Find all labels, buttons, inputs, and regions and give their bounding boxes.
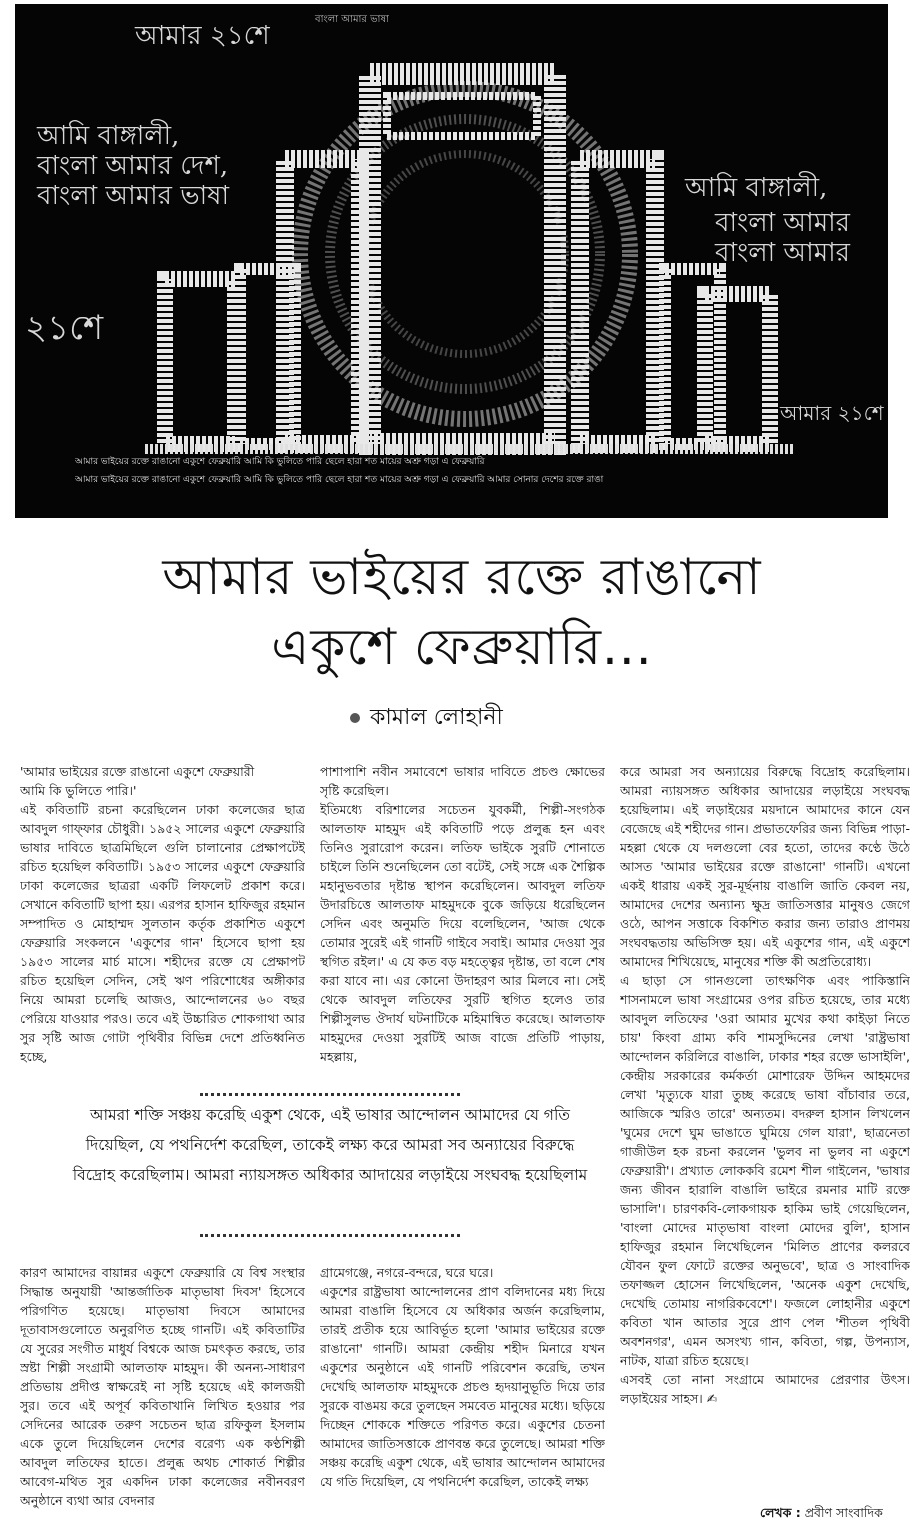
headline-line-2: একুশে ফেব্রুয়ারি... <box>271 618 653 676</box>
author-credit <box>760 1505 883 1525</box>
article-column-1: 'আমার ভাইয়ের রক্তে রাঙানো একুশে ফেব্রুয়ারী আমি কি ভুলিতে পারি।' এই কবিতাটি রচনা করেছিলেন ঢাকা কলেজের ছাত্র আবদুল গাফ্ফার চৌধুরী। ১৯৫২ সালের একুশে ফেব্রুয়ারি ভাষার দাবিতে ছাত্রমিছিলে গুলি চালানোর প্রেক্ষাপটেই রচিত হয়েছিল কবিতাটি। ১৯৫৩ সালের একুশে ফেব্রুয়ারি ঢাকা কলেজের ছাত্ররা একটি লিফলেট প্রকাশ করে। সেখানে কবিতাটি ছাপা হয়। এরপর হাসান হাফিজুর রহমান সম্পাদিত ও মোহাম্মদ সুলতান কর্তৃক প্রকাশিত একুশে ফেব্রুয়ারি সংকলনে 'একুশের গান' হিসেবে ছাপা হয় ১৯৫৩ সালের মার্চ মাসে। শহীদের রক্তে যে প্রেক্ষাপট রচিত হয়েছিল সেদিন, সেই ঋণ পরিশোধের অঙ্গীকার নিয়ে আমরা চলেছি আজও, আন্দোলনের ৬০ বছর পেরিয়ে যাওয়ার পরও। তবে এই উচ্চারিত শোকগাথা আর সুর সৃষ্টি আজ গোটা পৃথিবীর বিভিন্ন দেশে প্রতিধ্বনিত হচ্ছে, <box>20 764 305 1064</box>
hero-artwork <box>15 4 888 518</box>
hero-text-fragment: আমি বাঙ্গালী, <box>37 121 180 151</box>
headline-line-1: আমার ভাইয়ের রক্তে রাঙানো <box>162 548 762 606</box>
article-column-4: কারণ আমাদের বায়ান্নর একুশে ফেব্রুয়ারি যে বিশ্ব সংস্থার সিদ্ধান্ত অনুযায়ী 'আন্তর্জাতিক মাতৃভাষা দিবস' হিসেবে পরিগণিত হয়েছে। মাতৃভাষা দিবসে আমাদের দূতাবাসগুলোতে অনুরণিত হচ্ছে গানটি। এই কবিতাটির যে সুরের সংগীত মাধুর্য বিশ্বকে আজ চমৎকৃত করছে, তার স্রষ্টা শিল্পী সংগ্রামী আলতাফ মাহমুদ। কী অনন্য-সাধারণ প্রতিভায় প্রদীপ্ত স্বাক্ষরেই না সৃষ্টি হয়েছে এই কালজয়ী সুর। তবে এই অপূর্ব কবিতাখানি লিখিত হওয়ার পর সেদিনের আরেক তরুণ সচেতন ছাত্র রফিকুল ইসলাম একে তুলে দিয়েছিলেন দেশের বরেণ্য এক কণ্ঠশিল্পী আবদুল লতিফের হাতে। প্রলুব্ধ অথচ শোকার্ত শিল্পীর আবেগ-মথিত সুর একদিন ঢাকা কলেজের নবীনবরণ অনুষ্ঠানে ব্যথা আর বেদনার <box>20 1265 305 1508</box>
hero-text-fragment: বাংলা আমার দেশ, <box>37 151 229 181</box>
hero-text-fragment: বাংলা আমার ভাষা <box>37 181 230 211</box>
pullquote-top-rule <box>200 1093 460 1096</box>
byline-name: কামাল লোহানী <box>370 705 503 730</box>
bullet-icon <box>350 713 360 723</box>
hero-text-fragment: বাংলা আমার ভাষা <box>315 14 389 25</box>
hero-text-fragment: বাংলা আমার <box>715 238 850 268</box>
hero-text-strip: আমার ভাইয়ের রক্তে রাঙানো একুশে ফেব্রুয়ারি আমি কি ভুলিতে পারি ছেলে হারা শত মায়ের অশ্রু গড়া এ ফেব্রুয়ারি আমার সোনার দেশের রক্তে রাঙা <box>75 475 604 485</box>
author-description: প্রবীণ সাংবাদিক <box>804 1505 883 1520</box>
hero-text-fragment: আমার ২১শে <box>780 401 884 425</box>
article-column-5: গ্রামেগঞ্জে, নগরে-বন্দরে, ঘরে ঘরে। একুশের রাষ্ট্রভাষা আন্দোলনের প্রাণ বলিদানের মধ্য দিয়ে আমরা বাঙালি হিসেবে যে অধিকার অর্জন করেছিলাম, তারই প্রতীক হয়ে আবির্ভূত হলো 'আমার ভাইয়ের রক্তে রাঙানো' গানটি। আমরা কেন্দ্রীয় শহীদ মিনারে যখন একুশের অনুষ্ঠানে এই গানটি পরিবেশন করেছি, তখন দেখেছি আলতাফ মাহমুদকে প্রচণ্ড হৃদয়ানুভূতি দিয়ে তার সুরকে বাঙময় করে তুলছেন সমবেত মানুষের মধ্যে। ছড়িয়ে দিচ্ছেন শোককে শক্তিতে পরিণত করে। একুশের চেতনা আমাদের জাতিসত্তাকে প্রাণবন্ত করে তুলেছে। আমরা শক্তি সঞ্চয় করেছি একুশ থেকে, এই ভাষার আন্দোলন আমাদের যে গতি দিয়েছিল, যে পথনির্দেশ করেছিল, তাকেই লক্ষ্য <box>320 1265 605 1489</box>
byline <box>350 700 503 737</box>
pullquote: আমরা শক্তি সঞ্চয় করেছি একুশ থেকে, এই ভাষার আন্দোলন আমাদের যে গতি দিয়েছিল, যে পথনির্দেশ করেছিল, তাকেই লক্ষ্য করে আমরা সব অন্যায়ের বিরুদ্ধে বিদ্রোহ করেছিলাম। আমরা ন্যায়সঙ্গত অধিকার আদায়ের লড়াইয়ে সংঘবদ্ধ হয়েছিলাম <box>72 1106 588 1184</box>
hero-text-fragment: আমার ২১শে <box>135 21 270 51</box>
article-column-3: করে আমরা সব অন্যায়ের বিরুদ্ধে বিদ্রোহ করেছিলাম। আমরা ন্যায়সঙ্গত অধিকার আদায়ের লড়াইয়ে সংঘবদ্ধ হয়েছিলাম। এই লড়াইয়ের ময়দানে আমাদের কানে যেন বেজেছে এই শহীদের গান। প্রভাতফেরির জন্য বিভিন্ন পাড়া-মহল্লা থেকে যে দলগুলো বের হতো, তাদের কণ্ঠে উঠে আসত 'আমার ভাইয়ের রক্তে রাঙানো' গানটি। এখনো একই ধারায় একই সুর-মূর্ছনায় বাঙালি জাতি কেবল নয়, আমাদের দেশের অন্যান্য ক্ষুদ্র জাতিসত্তার মানুষও জেগে ওঠে, আপন সত্তাকে বিকশিত করার জন্য তারাও প্রাণময় সংঘবদ্ধতায় অভিসিক্ত হয়। এই একুশের গান, এই একুশে আমাদের শিখিয়েছে, মানুষের শক্তি কী অপ্রতিরোধ্য। এ ছাড়া সে গানগুলো তাৎক্ষণিক এবং পাকিস্তানি শাসনামলে ভাষা সংগ্রামের ওপর রচিত হয়েছে, তার মধ্যে আবদুল লতিফের 'ওরা আমার মুখের কথা কাইড়া নিতে চায়' কিংবা গ্রাম্য কবি শামসুদ্দিনের লেখা 'রাষ্ট্রভাষা আন্দোলন করিলিরে বাঙালি, ঢাকার শহর রক্তে ভাসাইলি', কেন্দ্রীয় সরকারের কর্মকর্তা মোশারেফ উদ্দিন আহমদের লেখা 'মৃত্যুকে যারা তুচ্ছ করেছে ভাষা বাঁচাবার তরে, আজিকে স্মরিও তারে' অন্যতম। বদরুল হাসান লিখলেন 'ঘুমের দেশে ঘুম ভাঙাতে ঘুমিয়ে গেল যারা', ছাত্রনেতা গাজীউল হক রচনা করলেন 'ভুলব না ভুলব না একুশে ফেব্রুয়ারী'। প্রখ্যাত লোককবি রমেশ শীল গাইলেন, 'ভাষার জন্য জীবন হারালি বাঙালি ভাইরে রমনার মাটি রক্তে ভাসালি'। চারণকবি-লোকগায়ক হাকিম ভাই গেয়েছিলেন, 'বাংলা মোদের মাতৃভাষা বাংলা মোদের বুলি', হাসান হাফিজুর রহমান লিখেছিলেন 'মিলিত প্রাণের কলরবে যৌবন ফুল ফোটে রক্তের অনুভবে', ছাত্র ও সাংবাদিক তফাজ্জল হোসেন লিখেছিলেন, 'অনেক একুশ দেখেছি, দেখেছি তোমায় নাগরিকবেশে'। ফজলে লোহানীর একুশে কবিতা খান আতার সুরে প্রাণ পেল 'শীতল পৃথিবী অবশনগর', এমন অসংখ্য গান, কবিতা, গল্প, উপন্যাস, নাটক, যাত্রা রচিত হয়েছে। এসবই তো নানা সংগ্রামে আমাদের প্রেরণার উৎস। লড়াইয়ের সাহস। ✍ <box>620 764 910 1406</box>
hero-text-strip: আমার ভাইয়ের রক্তে রাঙানো একুশে ফেব্রুয়ারি আমি কি ভুলিতে পারি ছেলে হারা শত মায়ের অশ্রু গড়া এ ফেব্রুয়ারি <box>75 457 485 467</box>
author-label: লেখক : <box>760 1505 801 1520</box>
hero-text-fragment: বাংলা আমার <box>715 208 850 238</box>
pullquote-bottom-rule <box>200 1234 460 1237</box>
hero-text-fragment: আমি বাঙ্গালী, <box>685 173 828 203</box>
article-column-2: পাশাপাশি নবীন সমাবেশে ভাষার দাবিতে প্রচণ্ড ক্ষোভের সৃষ্টি করেছিল। ইতিমধ্যে বরিশালের সচেতন যুবকর্মী, শিল্পী-সংগঠক আলতাফ মাহমুদ এই কবিতাটি পড়ে প্রলুব্ধ হন এবং তিনিও সুরারোপ করেন। লতিফ ভাইকে সুরটি শোনাতে চাইলে তিনি শুনেছিলেন তো বটেই, সেই সঙ্গে এক শৈল্পিক মহানুভবতার দৃষ্টান্ত স্থাপন করেছিলেন। আবদুল লতিফ উদারচিত্তে আলতাফ মাহমুদকে বুকে জড়িয়ে ধরেছিলেন সেদিন এবং অনুমতি দিয়ে বলেছিলেন, 'আজ থেকে তোমার সুরেই এই গানটি গাইবে সবাই। আমার দেওয়া সুর স্থগিত রইল।' এ যে কত বড় মহত্ত্বের দৃষ্টান্ত, তা বলে শেষ করা যাবে না। এর কোনো উদাহরণ আর মিলবে না। সেই থেকে আবদুল লতিফের সুরটি স্থগিত হলেও তার শিল্পীসুলভ ঔদার্য ঘটনাটিকে মহিমান্বিত করেছে। আলতাফ মাহমুদের দেওয়া সুরটিই আজ বাজে প্রতিটি পাড়ায়, মহল্লায়, <box>320 764 605 1064</box>
hero-text-fragment: ২১শে <box>25 308 104 348</box>
